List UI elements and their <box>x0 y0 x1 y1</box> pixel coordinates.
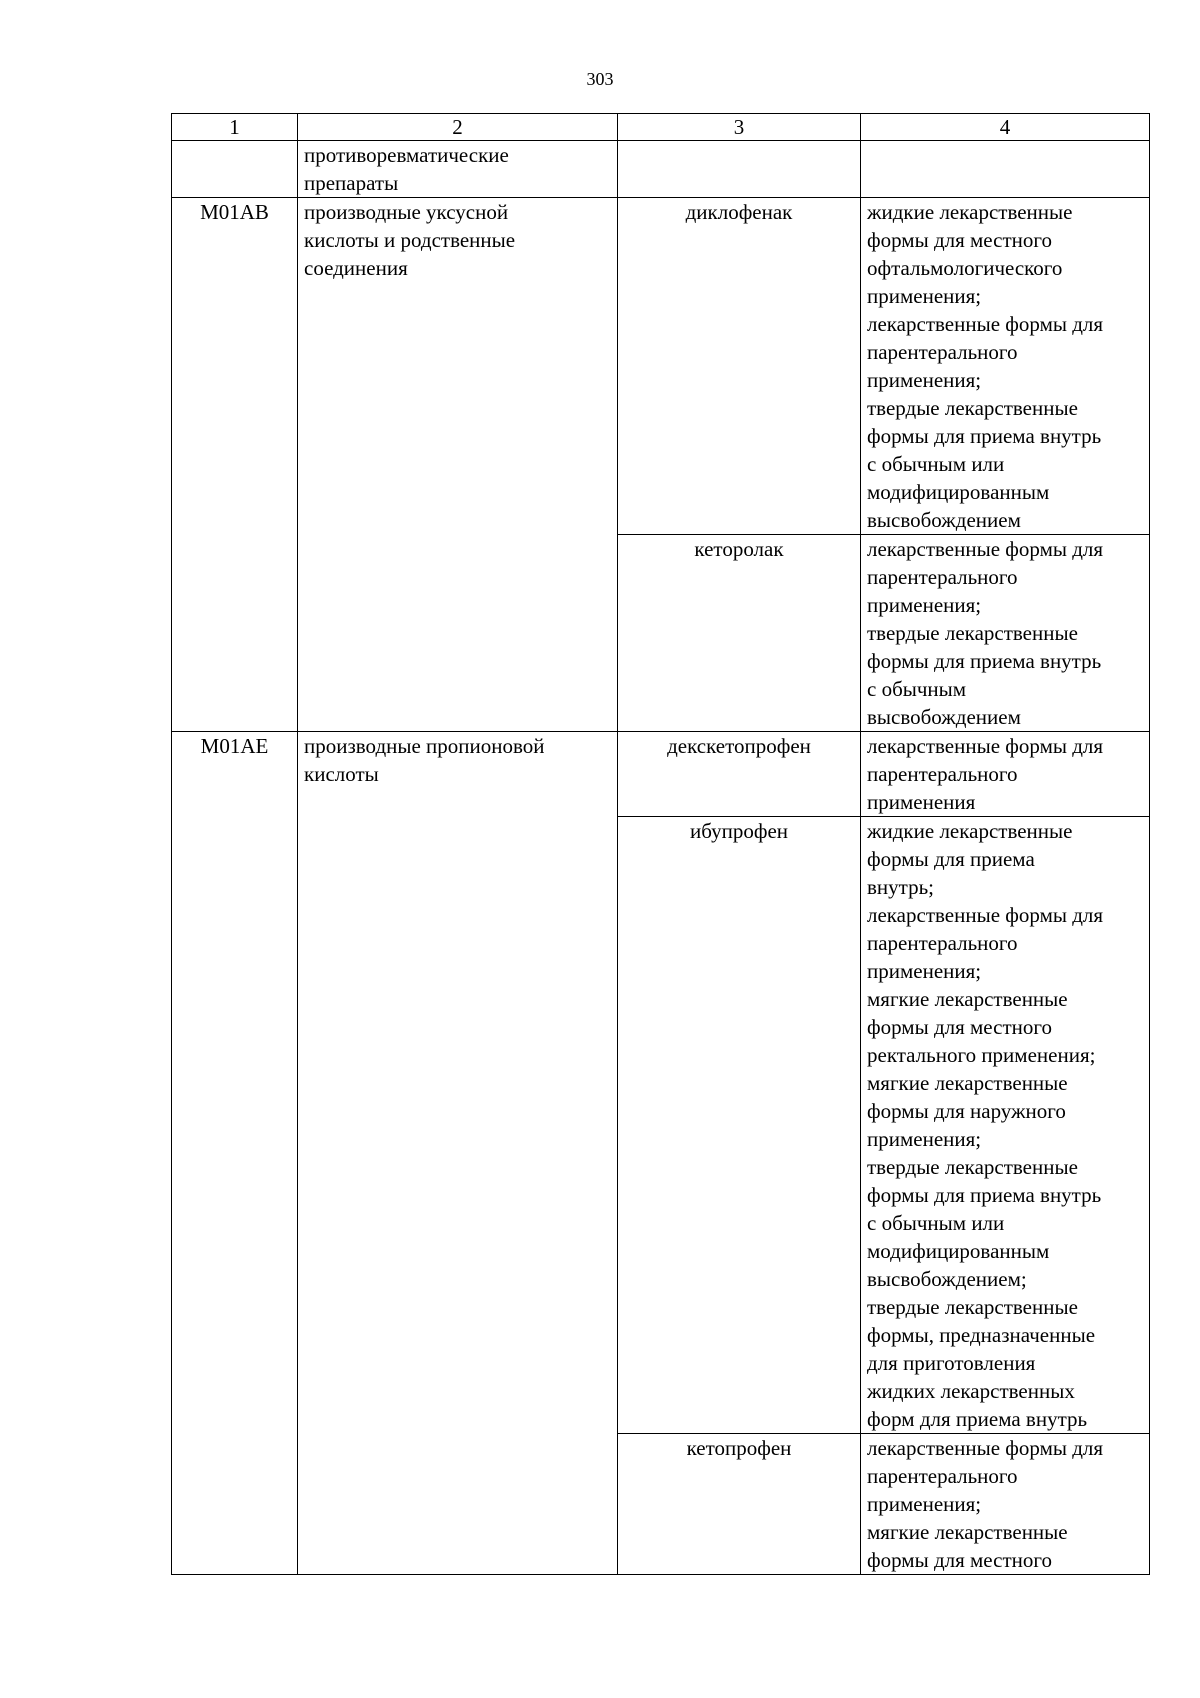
dosage-form-line: лекарственные формы для <box>867 537 1104 561</box>
dosage-form-line: формы для приема <box>867 847 1035 871</box>
column-header-1: 1 <box>172 114 298 141</box>
dosage-form-line: лекарственные формы для <box>867 903 1104 927</box>
dosage-form-line: применения; <box>867 593 982 617</box>
dosage-form-line: твердые лекарственные <box>867 1295 1078 1319</box>
group-line: производные уксусной <box>304 200 509 224</box>
dosage-form-line: высвобождением; <box>867 1267 1027 1291</box>
dosage-form-line: парентерального <box>867 565 1018 589</box>
group-line: кислоты <box>304 762 379 786</box>
group-line: препараты <box>304 171 399 195</box>
dosage-form-line: формы для наружного <box>867 1099 1066 1123</box>
dosage-form-line: парентерального <box>867 762 1018 786</box>
drug-name-cell: декскетопрофен <box>618 732 861 817</box>
table-row <box>172 732 1150 817</box>
group-line: кислоты и родственные <box>304 228 516 252</box>
dosage-form-line: высвобождением <box>867 508 1021 532</box>
table-row <box>172 198 1150 535</box>
table-body <box>172 141 1150 1575</box>
dosage-form-line: мягкие лекарственные <box>867 987 1068 1011</box>
dosage-form-line: твердые лекарственные <box>867 621 1078 645</box>
atc-group-cell <box>298 198 618 732</box>
dosage-form-line: применения; <box>867 368 982 392</box>
drug-name-cell: диклофенак <box>618 198 861 535</box>
dosage-form-line: парентерального <box>867 931 1018 955</box>
dosage-form-line: формы для приема внутрь <box>867 1183 1102 1207</box>
dosage-form-line: парентерального <box>867 1464 1018 1488</box>
atc-code-cell: M01AB <box>172 198 298 732</box>
dosage-form-line: формы для местного <box>867 1015 1052 1039</box>
dosage-form-line: формы для приема внутрь <box>867 649 1102 673</box>
dosage-forms-cell <box>861 817 1150 1434</box>
dosage-form-line: для приготовления <box>867 1351 1036 1375</box>
dosage-forms-cell <box>861 1434 1150 1575</box>
table-header-row <box>172 114 1150 141</box>
dosage-form-line: внутрь; <box>867 875 934 899</box>
group-line: соединения <box>304 256 408 280</box>
dosage-form-line: формы, предназначенные <box>867 1323 1096 1347</box>
dosage-form-line: ректального применения; <box>867 1043 1096 1067</box>
dosage-form-line: форм для приема внутрь <box>867 1407 1088 1431</box>
dosage-form-line: применения; <box>867 284 982 308</box>
dosage-form-line: с обычным или <box>867 452 1005 476</box>
dosage-form-line: модифицированным <box>867 480 1050 504</box>
dosage-form-line: твердые лекарственные <box>867 396 1078 420</box>
dosage-form-line: жидкие лекарственные <box>867 819 1073 843</box>
page-number: 303 <box>586 69 614 89</box>
dosage-form-line: лекарственные формы для <box>867 1436 1104 1460</box>
atc-group-cell <box>298 141 618 198</box>
atc-code-cell <box>172 141 298 198</box>
dosage-form-line: формы для приема внутрь <box>867 424 1102 448</box>
dosage-form-line: жидких лекарственных <box>867 1379 1075 1403</box>
dosage-form-line: применения; <box>867 959 982 983</box>
dosage-form-line: применения <box>867 790 976 814</box>
dosage-form-line: применения; <box>867 1127 982 1151</box>
dosage-form-line: офтальмологического <box>867 256 1063 280</box>
dosage-form-line: твердые лекарственные <box>867 1155 1078 1179</box>
dosage-form-line: формы для местного <box>867 1548 1052 1572</box>
drug-table <box>171 113 1150 1575</box>
group-line: производные пропионовой <box>304 734 545 758</box>
dosage-form-line: мягкие лекарственные <box>867 1071 1068 1095</box>
dosage-forms-cell <box>861 535 1150 732</box>
dosage-form-line: жидкие лекарственные <box>867 200 1073 224</box>
table-row <box>172 141 1150 198</box>
column-header-2: 2 <box>298 114 618 141</box>
column-header-3: 3 <box>618 114 861 141</box>
dosage-form-line: лекарственные формы для <box>867 734 1104 758</box>
drug-name-cell: кетопрофен <box>618 1434 861 1575</box>
atc-code-cell: M01AE <box>172 732 298 1575</box>
drug-name-cell: кеторолак <box>618 535 861 732</box>
dosage-forms-cell <box>861 732 1150 817</box>
dosage-forms-cell <box>861 198 1150 535</box>
group-line: противоревматические <box>304 143 509 167</box>
dosage-form-line: мягкие лекарственные <box>867 1520 1068 1544</box>
drug-name-cell: ибупрофен <box>618 817 861 1434</box>
dosage-form-line: высвобождением <box>867 705 1021 729</box>
dosage-form-line: лекарственные формы для <box>867 312 1104 336</box>
dosage-form-line: с обычным или <box>867 1211 1005 1235</box>
dosage-form-line: применения; <box>867 1492 982 1516</box>
column-header-4: 4 <box>861 114 1150 141</box>
dosage-forms-cell <box>861 141 1150 198</box>
dosage-form-line: формы для местного <box>867 228 1052 252</box>
atc-group-cell <box>298 732 618 1575</box>
drug-name-cell <box>618 141 861 198</box>
dosage-form-line: парентерального <box>867 340 1018 364</box>
dosage-form-line: с обычным <box>867 677 967 701</box>
dosage-form-line: модифицированным <box>867 1239 1050 1263</box>
